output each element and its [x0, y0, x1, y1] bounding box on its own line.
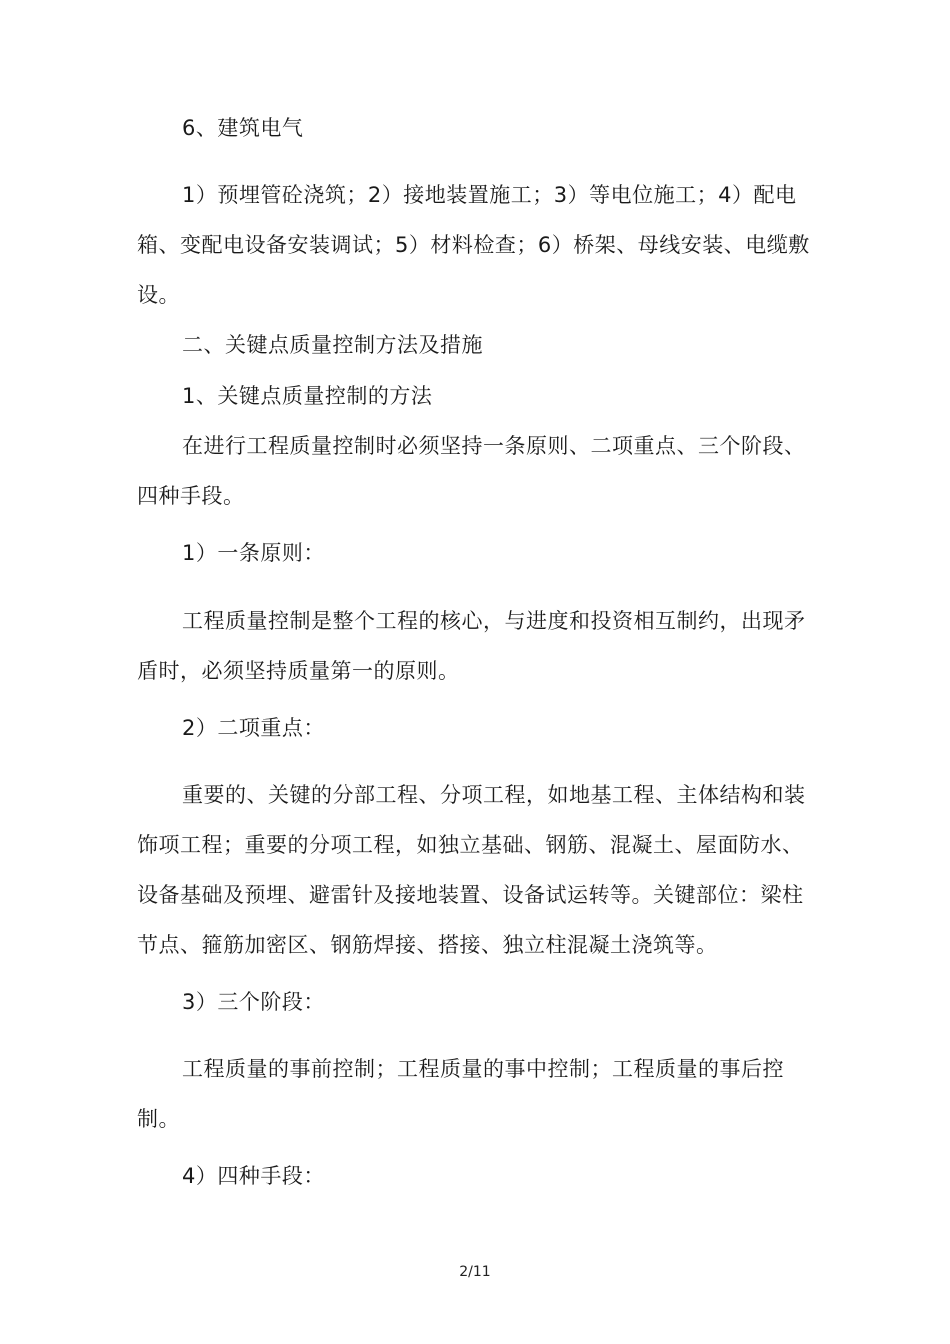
key-points-paragraph: 重要的、关键的分部工程、分项工程，如地基工程、主体结构和装饰项工程；重要的分项工程，如独立基础、钢筋、混凝土、屋面防水、设备基础及预埋、避雷针及接地装置、设备试运转等。关键部位：梁柱节点、箍筋加密区、钢筋焊接、搭接、独立柱混凝土浇筑等。: [137, 783, 806, 957]
item-heading-principle: 1）一条原则：: [182, 541, 325, 565]
principle-paragraph: 工程质量控制是整个工程的核心，与进度和投资相互制约，出现矛盾时，必须坚持质量第一的原则。: [137, 609, 806, 683]
subsection-heading: 1、关键点质量控制的方法: [182, 384, 433, 408]
electrical-items-paragraph: 1）预埋管砼浇筑；2）接地装置施工；3）等电位施工；4）配电箱、变配电设备安装调试；5）材料检查；6）桥架、母线安装、电缆敷设。: [137, 183, 810, 307]
stages-paragraph: 工程质量的事前控制；工程质量的事中控制；工程质量的事后控制。: [137, 1057, 784, 1131]
section-heading-electrical: 6、建筑电气: [182, 116, 304, 140]
item-heading-means: 4）四种手段：: [182, 1164, 325, 1188]
intro-paragraph: 在进行工程质量控制时必须坚持一条原则、二项重点、三个阶段、四种手段。: [137, 434, 806, 508]
chapter-heading: 二、关键点质量控制方法及措施: [182, 333, 483, 357]
page-number: 2/11: [459, 1264, 491, 1280]
item-heading-key-points: 2）二项重点：: [182, 716, 325, 740]
item-heading-stages: 3）三个阶段：: [182, 990, 325, 1014]
